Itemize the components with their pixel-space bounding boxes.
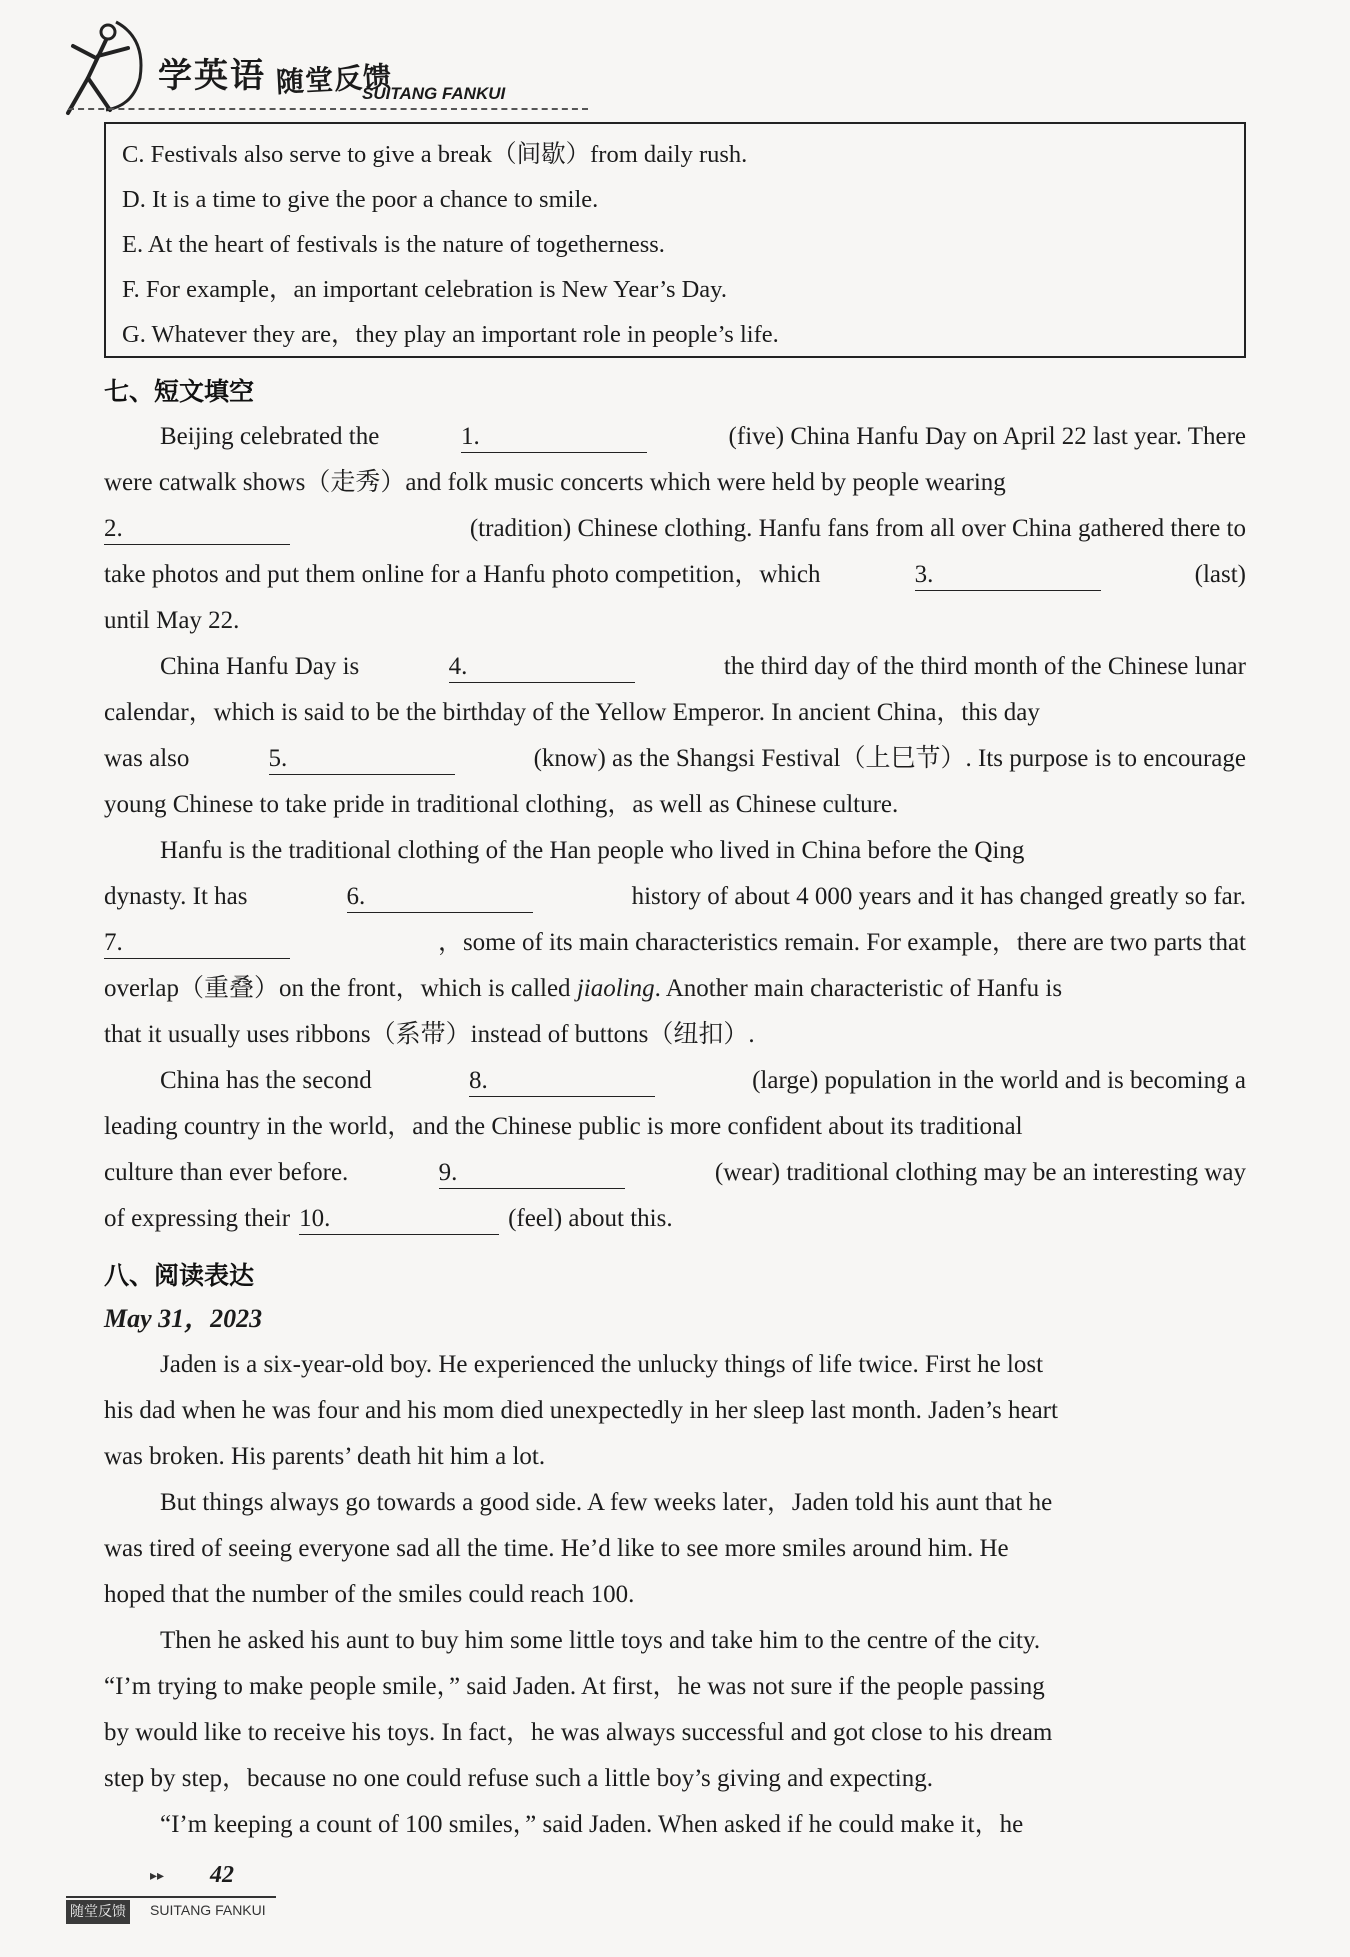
option-g: G. Whatever they are，they play an important role in people’s life. [122, 321, 779, 348]
passage-line: China Hanfu Day is 4. the third day of the third month of the Chinese lunar [104, 644, 1246, 690]
passage-line: of expressing their 10. (feel) about this. [104, 1196, 1246, 1242]
passage-line: culture than ever before. 9. (wear) traditional clothing may be an interesting way [104, 1150, 1246, 1196]
page-number: 42 [210, 1862, 234, 1888]
footer-rule [66, 1896, 276, 1898]
passage-line: 7. ，some of its main characteristics remain. For example，there are two parts that [104, 920, 1246, 966]
passage-line: “I’m keeping a count of 100 smiles，” said Jaden. When asked if he could make it，he [160, 1811, 1024, 1838]
passage-line: Beijing celebrated the 1. (five) China Hanfu Day on April 22 last year. There [104, 414, 1246, 460]
passage-line: take photos and put them online for a Hanfu photo competition，which 3. (last) [104, 552, 1246, 598]
mascot-figure-icon [48, 18, 148, 118]
reading-passage [104, 1296, 1246, 1848]
page-footer [66, 1862, 366, 1922]
section-7-heading: 七、短文填空 [104, 377, 255, 406]
passage-line: step by step，because no one could refuse such a little boy’s giving and expecting. [104, 1765, 933, 1792]
passage-line: hoped that the number of the smiles could reach 100. [104, 1581, 635, 1608]
passage-line: 2. (tradition) Chinese clothing. Hanfu fans from all over China gathered there to [104, 506, 1246, 552]
passage-line: “I’m trying to make people smile，” said Jaden. At first，he was not sure if the people passing [104, 1673, 1045, 1700]
passage-date: May 31，2023 [104, 1304, 263, 1333]
blank-5[interactable]: 5. [269, 744, 455, 775]
term-jiaoling: jiaoling [576, 975, 655, 1002]
passage-line: his dad when he was four and his mom died unexpectedly in her sleep last month. Jaden’s heart [104, 1397, 1058, 1424]
passage-line: until May 22. [104, 607, 240, 634]
blank-8[interactable]: 8. [469, 1066, 655, 1097]
brand-subtitle-en: SUITANG FANKUI [362, 84, 506, 103]
option-e: E. At the heart of festivals is the nature of togetherness. [122, 231, 665, 258]
blank-10[interactable]: 10. [299, 1204, 499, 1235]
passage-line: leading country in the world，and the Chinese public is more confident about its traditional [104, 1113, 1023, 1140]
blank-3[interactable]: 3. [915, 560, 1101, 591]
answer-options-box [104, 122, 1246, 358]
page-header [48, 18, 668, 118]
passage-line: that it usually uses ribbons（系带）instead of buttons（纽扣）. [104, 1021, 755, 1048]
brand-subtitle-cn: 随堂反馈 [275, 59, 393, 100]
header-divider [68, 108, 588, 110]
blank-6[interactable]: 6. [347, 882, 533, 913]
passage-line: But things always go towards a good side. A few weeks later，Jaden told his aunt that he [160, 1489, 1053, 1516]
blank-1[interactable]: 1. [461, 422, 647, 453]
option-d: D. It is a time to give the poor a chance to smile. [122, 186, 599, 213]
double-arrow-icon: ▸▸ [150, 1868, 165, 1884]
passage-line: was also 5. (know) as the Shangsi Festival（上巳节）. Its purpose is to encourage [104, 736, 1246, 782]
footer-brand-en: SUITANG FANKUI [150, 1902, 266, 1918]
passage-line: overlap（重叠）on the front，which is called jiaoling. Another main characteristic of Hanfu is [104, 975, 1063, 1002]
passage-line: Hanfu is the traditional clothing of the Han people who lived in China before the Qing [160, 837, 1025, 864]
passage-line: by would like to receive his toys. In fact，he was always successful and got close to his dream [104, 1719, 1053, 1746]
section-8-heading: 八、阅读表达 [104, 1261, 255, 1290]
blank-2[interactable]: 2. [104, 514, 290, 545]
option-f: F. For example，an important celebration is New Year’s Day. [122, 276, 727, 303]
passage-line: Then he asked his aunt to buy him some little toys and take him to the centre of the city. [160, 1627, 1041, 1654]
blank-9[interactable]: 9. [439, 1158, 625, 1189]
passage-line: calendar，which is said to be the birthday of the Yellow Emperor. In ancient China，this day [104, 699, 1040, 726]
cloze-passage [104, 414, 1246, 1242]
footer-badge: 随堂反馈 [66, 1900, 130, 1924]
option-c: C. Festivals also serve to give a break（间歇）from daily rush. [122, 141, 748, 168]
passage-line: Jaden is a six-year-old boy. He experienced the unlucky things of life twice. First he lost [160, 1351, 1044, 1378]
passage-line: China has the second 8. (large) population in the world and is becoming a [104, 1058, 1246, 1104]
passage-line: young Chinese to take pride in traditional clothing，as well as Chinese culture. [104, 791, 899, 818]
passage-line: was tired of seeing everyone sad all the time. He’d like to see more smiles around him. He [104, 1535, 1009, 1562]
passage-line: were catwalk shows（走秀）and folk music concerts which were held by people wearing [104, 469, 1006, 496]
passage-line: was broken. His parents’ death hit him a lot. [104, 1443, 546, 1470]
blank-7[interactable]: 7. [104, 928, 290, 959]
brand-title-cn: 学英语 [158, 56, 266, 96]
blank-4[interactable]: 4. [449, 652, 635, 683]
passage-line: dynasty. It has 6. history of about 4 000 years and it has changed greatly so far. [104, 874, 1246, 920]
